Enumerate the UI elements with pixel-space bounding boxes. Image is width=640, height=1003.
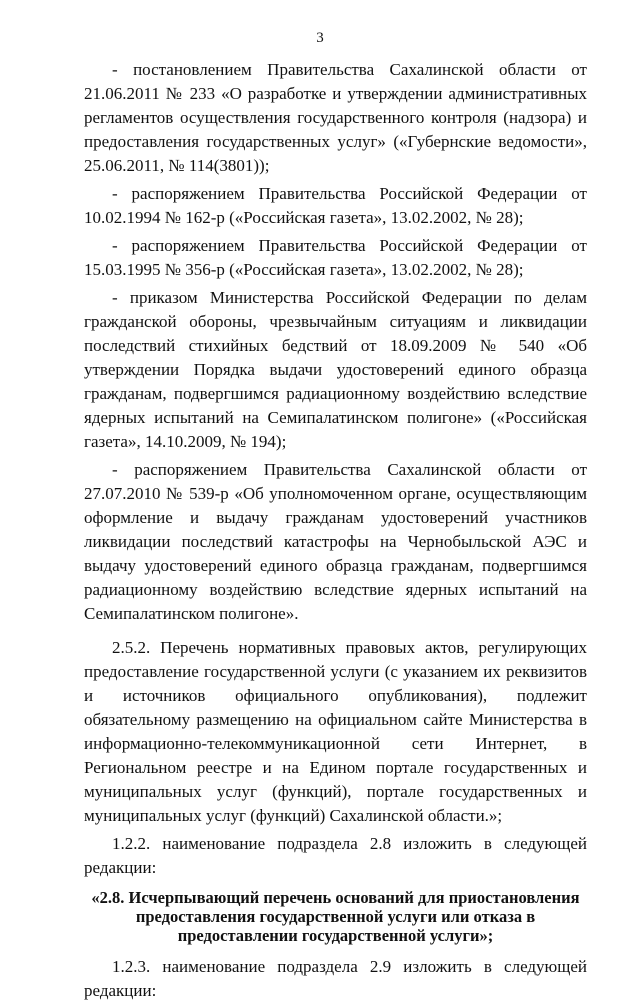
paragraph-mchs-order-540: - приказом Министерства Российской Федерации по делам гражданской обороны, чрезвычайным ситуациям и ликвидации последствий стихийных бедствий от 18.09.2009 № 540 «Об утверждении Порядка выдачи удостоверений единого образца гражданам, подвергшимся радиационному воздействию вследствие ядерных испытаний на Семипалатинском полигоне» («Российская газета», 14.10.2009, № 194); <box>84 288 587 451</box>
paragraph-1-2-3: 1.2.3. наименование подраздела 2.9 изложить в следующей редакции: <box>84 957 587 1000</box>
section-heading-2-8: «2.8. Исчерпывающий перечень оснований для приостановления предоставления государственной услуги или отказа в предоставлении государственной услуги»; <box>91 888 580 945</box>
paragraph-order-162r: - распоряжением Правительства Российской Федерации от 10.02.1994 № 162-р («Российская газета», 13.02.2002, № 28); <box>84 184 587 227</box>
document-body <box>84 58 587 1003</box>
paragraph-regulation-233: - постановлением Правительства Сахалинской области от 21.06.2011 № 233 «О разработке и утверждении административных регламентов осуществления государственного контроля (надзора) и предоставления государственных услуг» («Губернские ведомости», 25.06.2011, № 114(3801)); <box>84 60 587 175</box>
paragraph-order-356r: - распоряжением Правительства Российской Федерации от 15.03.1995 № 356-р («Российская газета», 13.02.2002, № 28); <box>84 236 587 279</box>
paragraph-order-539r: - распоряжением Правительства Сахалинской области от 27.07.2010 № 539-р «Об уполномоченном органе, осуществляющим оформление и выдачу гражданам удостоверений участников ликвидации последствий катастрофы на Чернобыльской АЭС и выдачу удостоверений единого образца гражданам, подвергшимся радиационному воздействию вследствие ядерных испытаний на Семипалатинском полигоне». <box>84 460 587 623</box>
paragraph-2-5-2: 2.5.2. Перечень нормативных правовых актов, регулирующих предоставление государственной услуги (с указанием их реквизитов и источников официального опубликования), подлежит обязательному размещению на официальном сайте Министерства в информационно-телекоммуникационной сети Интернет, в Региональном реестре и на Едином портале государственных и муниципальных услуг (функций), портале государственных и муниципальных услуг (функций) Сахалинской области.»; <box>84 638 587 825</box>
page-number: 3 <box>316 30 324 46</box>
paragraph-1-2-2: 1.2.2. наименование подраздела 2.8 изложить в следующей редакции: <box>84 834 587 877</box>
